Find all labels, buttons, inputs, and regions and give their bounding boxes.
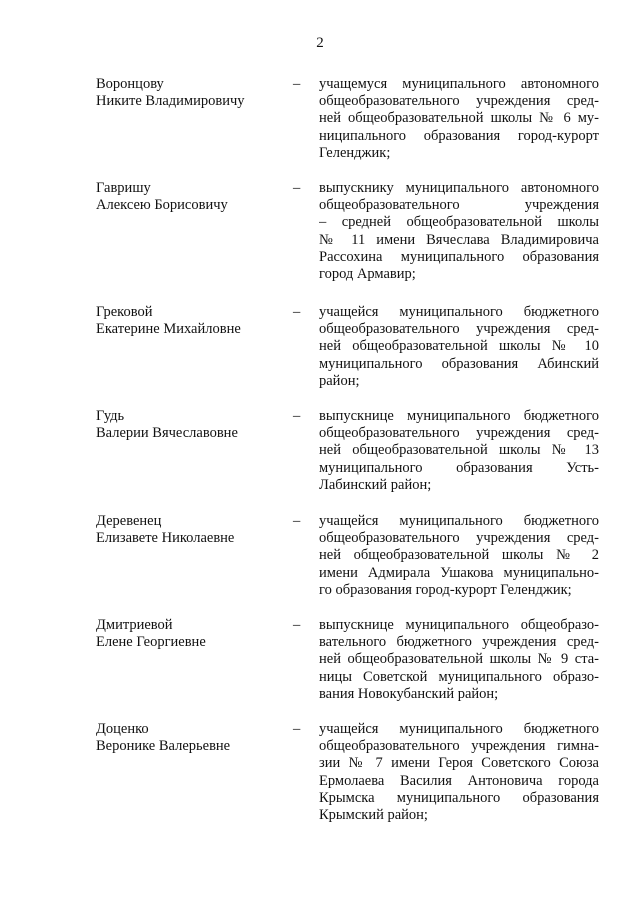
description-line: выпускнице муниципального общеобразо-: [319, 617, 599, 633]
recipient-surname: Воронцову: [96, 76, 164, 92]
recipient-surname: Гавришу: [96, 180, 151, 196]
description-line: вания Новокубанский район;: [319, 685, 499, 702]
recipient-given-names: Екатерине Михайловне: [96, 321, 241, 337]
description-line: имени Адмирала Ушакова муниципально-: [319, 564, 599, 581]
recipient-given-names: Алексею Борисовичу: [96, 197, 228, 213]
description-line: район;: [319, 372, 360, 389]
entry-dash: –: [293, 513, 301, 529]
recipient-surname: Грековой: [96, 304, 153, 320]
recipient-description: [319, 513, 599, 599]
recipient-name: [96, 180, 286, 214]
entry-dash: –: [293, 304, 301, 320]
recipient-given-names: Валерии Вячеславовне: [96, 425, 238, 441]
recipient-description: [319, 408, 599, 494]
description-line: – средней общеобразовательной школы: [319, 214, 599, 231]
description-line: учащейся муниципального бюджетного: [319, 721, 599, 737]
description-line: ней общеобразовательной школы № 2: [319, 547, 599, 564]
recipient-given-names: Елизавете Николаевне: [96, 530, 235, 546]
description-line: вательного бюджетного учреждения сред-: [319, 634, 599, 651]
description-line: Лабинский район;: [319, 476, 432, 493]
recipient-description: [319, 721, 599, 824]
description-line: учащейся муниципального бюджетного: [319, 304, 599, 320]
recipient-name: [96, 408, 286, 442]
description-line: город Армавир;: [319, 265, 416, 282]
recipient-surname: Доценко: [96, 721, 149, 737]
description-line: Ермолаева Василия Антоновича города: [319, 772, 599, 789]
description-line: № 11 имени Вячеслава Владимировича: [319, 231, 599, 248]
description-line: общеобразовательного учреждения: [319, 197, 599, 214]
recipient-surname: Гудь: [96, 408, 125, 424]
recipient-description: [319, 617, 599, 703]
description-line: муниципального образования Абинский: [319, 355, 599, 372]
page-number: 2: [316, 35, 324, 51]
description-line: выпускнику муниципального автономного: [319, 180, 599, 196]
description-line: общеобразовательного учреждения сред-: [319, 93, 599, 110]
description-line: Геленджик;: [319, 144, 391, 161]
description-line: общеобразовательного учреждения сред-: [319, 321, 599, 338]
recipient-description: [319, 304, 599, 390]
description-line: общеобразовательного учреждения гимна-: [319, 738, 599, 755]
description-line: Крымска муниципального образования: [319, 789, 599, 806]
recipient-name: [96, 721, 286, 755]
description-line: общеобразовательного учреждения сред-: [319, 425, 599, 442]
description-line: Рассохина муниципального образования: [319, 248, 599, 265]
recipient-given-names: Никите Владимировичу: [96, 93, 245, 109]
description-line: ницы Советской муниципального образо-: [319, 668, 599, 685]
description-line: учащемуся муниципального автономного: [319, 76, 599, 92]
entry-dash: –: [293, 180, 301, 196]
recipient-name: [96, 617, 286, 651]
description-line: общеобразовательного учреждения сред-: [319, 530, 599, 547]
description-line: муниципального образования Усть-: [319, 459, 599, 476]
entry-dash: –: [293, 408, 301, 424]
recipient-given-names: Елене Георгиевне: [96, 634, 206, 650]
entry-dash: –: [293, 617, 301, 633]
description-line: ней общеобразовательной школы № 10: [319, 338, 599, 355]
recipient-surname: Деревенец: [96, 513, 162, 529]
recipient-name: [96, 513, 286, 547]
recipient-description: [319, 180, 599, 283]
recipient-surname: Дмитриевой: [96, 617, 173, 633]
description-line: выпускнице муниципального бюджетного: [319, 408, 599, 424]
entry-dash: –: [293, 721, 301, 737]
description-line: ней общеобразовательной школы № 13: [319, 442, 599, 459]
recipient-given-names: Веронике Валерьевне: [96, 738, 231, 754]
description-line: учащейся муниципального бюджетного: [319, 513, 599, 529]
recipient-name: [96, 76, 286, 110]
description-line: зии № 7 имени Героя Советского Союза: [319, 755, 599, 772]
description-line: ней общеобразовательной школы № 9 ста-: [319, 651, 599, 668]
description-line: ней общеобразовательной школы № 6 му-: [319, 110, 599, 127]
entry-dash: –: [293, 76, 301, 92]
recipient-name: [96, 304, 286, 338]
description-line: го образования город-курорт Геленджик;: [319, 581, 572, 598]
recipient-description: [319, 76, 599, 162]
description-line: ниципального образования город-курорт: [319, 127, 599, 144]
description-line: Крымский район;: [319, 806, 428, 823]
